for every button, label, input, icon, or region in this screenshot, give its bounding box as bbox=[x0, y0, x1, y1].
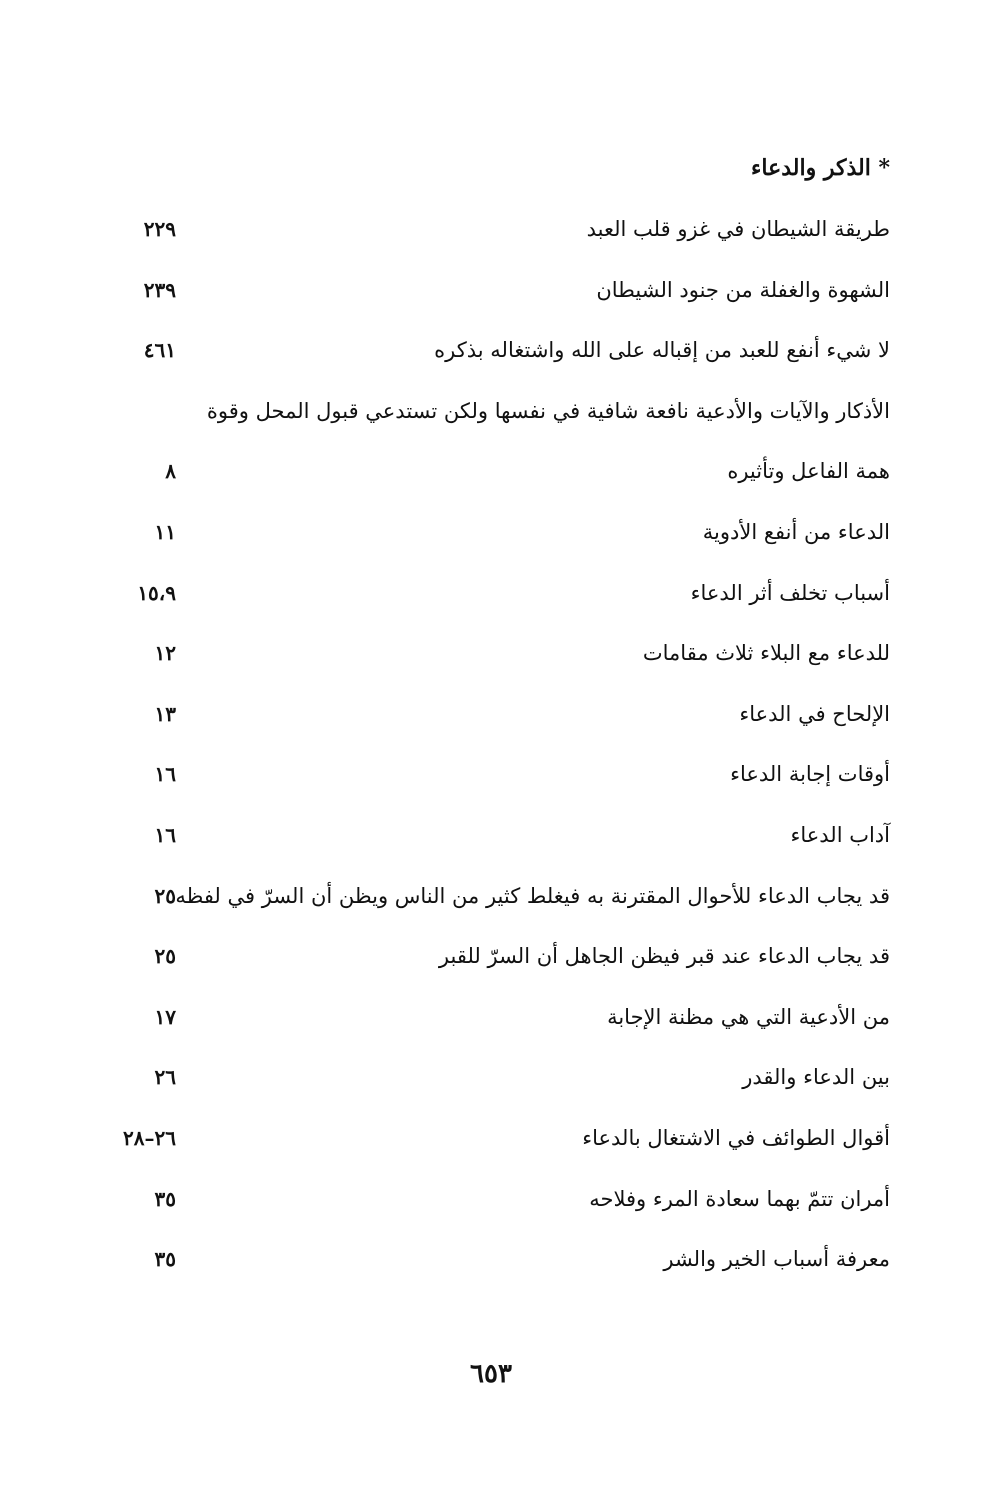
index-entry bbox=[80, 1174, 890, 1235]
entry-title: بين الدعاء والقدر bbox=[742, 1065, 890, 1090]
page-number: ٦٥٣ bbox=[470, 1359, 512, 1389]
index-entries bbox=[80, 204, 890, 1295]
index-entry bbox=[80, 386, 890, 447]
entry-title: أوقات إجابة الدعاء bbox=[730, 762, 890, 787]
entry-page-number: ٣٥ bbox=[154, 1247, 176, 1272]
entry-title: الأذكار والآيات والأدعية نافعة شافية في نفسها ولكن تستدعي قبول المحل وقوة bbox=[206, 398, 890, 423]
index-entry bbox=[80, 507, 890, 568]
entry-title: الشهوة والغفلة من جنود الشيطان bbox=[596, 277, 890, 302]
entry-page-number: ٢٥ bbox=[154, 944, 176, 969]
entry-title: أقوال الطوائف في الاشتغال بالدعاء bbox=[582, 1125, 890, 1150]
entry-page-number: ١٦ bbox=[154, 762, 176, 787]
entry-title: طريقة الشيطان في غزو قلب العبد bbox=[586, 217, 890, 241]
entry-title: للدعاء مع البلاء ثلاث مقامات bbox=[642, 641, 890, 666]
entry-page-number: ١٧ bbox=[154, 1004, 176, 1029]
index-entry bbox=[80, 689, 890, 750]
entry-page-number: ١٣ bbox=[154, 701, 176, 726]
entry-page-number: ٢٦–٢٨ bbox=[123, 1125, 176, 1150]
entry-page-number: ٣٥ bbox=[154, 1186, 176, 1211]
index-entry bbox=[80, 931, 890, 992]
index-entry bbox=[80, 1234, 890, 1295]
entry-title: أمران تتمّ بهما سعادة المرء وفلاحه bbox=[589, 1186, 890, 1211]
entry-page-number: ١٢ bbox=[154, 641, 176, 666]
index-entry bbox=[80, 992, 890, 1053]
entry-page-number: ٨ bbox=[165, 459, 176, 484]
entry-page-number: ٤٦١ bbox=[143, 338, 176, 363]
entry-page-number: ٢٥ bbox=[154, 883, 176, 908]
index-entry bbox=[80, 749, 890, 810]
entry-title: من الأدعية التي هي مظنة الإجابة bbox=[607, 1004, 890, 1029]
entry-title: قد يجاب الدعاء عند قبر فيظن الجاهل أن السرّ للقبر bbox=[438, 944, 890, 969]
entry-page-number: ٢٣٩ bbox=[143, 277, 176, 302]
entry-title: لا شيء أنفع للعبد من إقباله على الله واشتغاله بذكره bbox=[434, 338, 890, 363]
section-title: * الذكر والدعاء bbox=[751, 155, 890, 181]
entry-title: آداب الدعاء bbox=[790, 822, 890, 847]
entry-title: معرفة أسباب الخير والشر bbox=[663, 1247, 890, 1272]
index-entry bbox=[80, 810, 890, 871]
entry-page-number: ١١ bbox=[154, 519, 176, 544]
index-entry bbox=[80, 628, 890, 689]
index-entry bbox=[80, 204, 890, 265]
index-entry bbox=[80, 265, 890, 326]
index-entry bbox=[80, 446, 890, 507]
entry-page-number: ١٥،٩ bbox=[137, 580, 176, 605]
entry-title: الإلحاح في الدعاء bbox=[739, 701, 890, 726]
entry-title: أسباب تخلف أثر الدعاء bbox=[690, 580, 890, 605]
entry-title: الدعاء من أنفع الأدوية bbox=[702, 519, 890, 544]
entry-title: قد يجاب الدعاء للأحوال المقترنة به فيغلط كثير من الناس ويظن أن السرّ في لفظه bbox=[175, 883, 890, 908]
index-entry bbox=[80, 1113, 890, 1174]
index-entry bbox=[80, 568, 890, 629]
entry-page-number: ١٦ bbox=[154, 822, 176, 847]
index-entry bbox=[80, 871, 890, 932]
index-entry bbox=[80, 325, 890, 386]
index-entry bbox=[80, 1052, 890, 1113]
entry-page-number: ٢٢٩ bbox=[143, 217, 176, 241]
entry-title: همة الفاعل وتأثيره bbox=[727, 459, 890, 484]
entry-page-number: ٢٦ bbox=[154, 1065, 176, 1090]
